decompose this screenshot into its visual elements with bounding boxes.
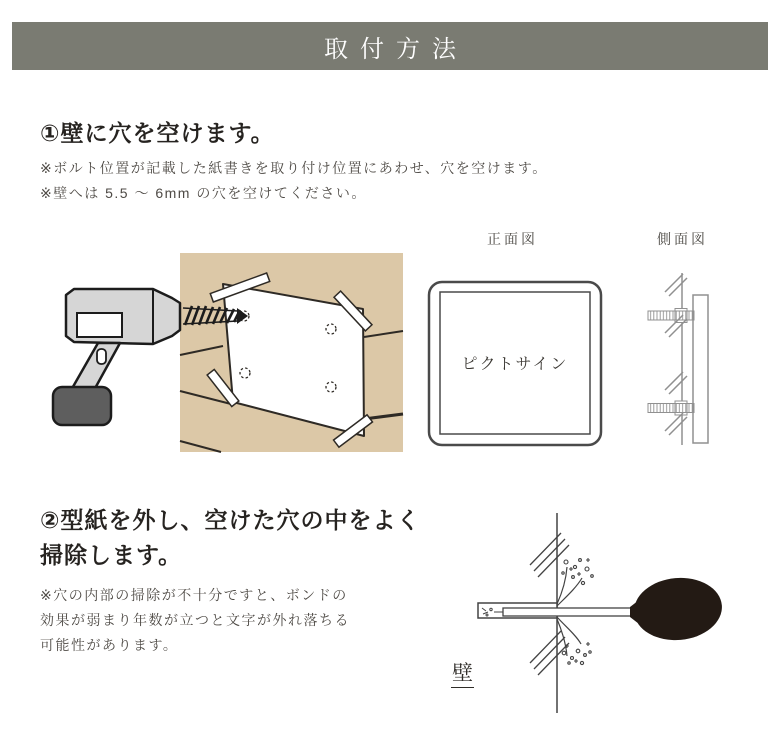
blower-nozzle — [503, 608, 631, 616]
step2-note-3: 可能性があります。 — [40, 637, 179, 653]
drill-illustration — [53, 289, 180, 425]
drill-battery — [53, 387, 111, 425]
step2-note-1: ※穴の内部の掃除が不十分ですと、ボンドの — [40, 587, 348, 603]
step2-title-line1: ②型紙を外し、空けた穴の中をよく — [40, 507, 421, 533]
step2-title — [40, 503, 420, 573]
wall-label: 壁 — [451, 657, 474, 687]
page-title: 取付方法 — [324, 35, 468, 63]
blower-bulb — [631, 574, 724, 643]
step2-note-2: 効果が弱まり年数が立つと文字が外れ落ちる — [40, 612, 350, 628]
step2-title-line2: 掃除します。 — [40, 542, 183, 568]
step1-note-1: ※ボルト位置が記載した紙書きを取り付け位置にあわせ、穴を空けます。 — [40, 160, 548, 176]
front-view-label: 正面図 — [487, 231, 538, 247]
sign-name-text: ピクトサイン — [461, 356, 569, 373]
drill-handle — [70, 343, 120, 392]
header-bar — [12, 22, 768, 70]
wall-hatch-above — [530, 533, 569, 577]
sign-panel-side — [693, 295, 708, 443]
drill-label-plate — [77, 313, 122, 337]
blower-illustration — [430, 505, 730, 725]
bolt-top — [648, 309, 694, 323]
step1-note-2: ※壁へは 5.5 〜 6mm の穴を空けてください。 — [40, 185, 367, 201]
drill-trigger — [97, 349, 106, 364]
side-view-diagram — [648, 273, 708, 445]
drill-wall-illustration — [35, 245, 410, 465]
side-view-label: 側面図 — [657, 231, 708, 247]
bolt-bottom — [648, 401, 694, 415]
step1-title: ①壁に穴を空けます。 — [40, 120, 275, 146]
